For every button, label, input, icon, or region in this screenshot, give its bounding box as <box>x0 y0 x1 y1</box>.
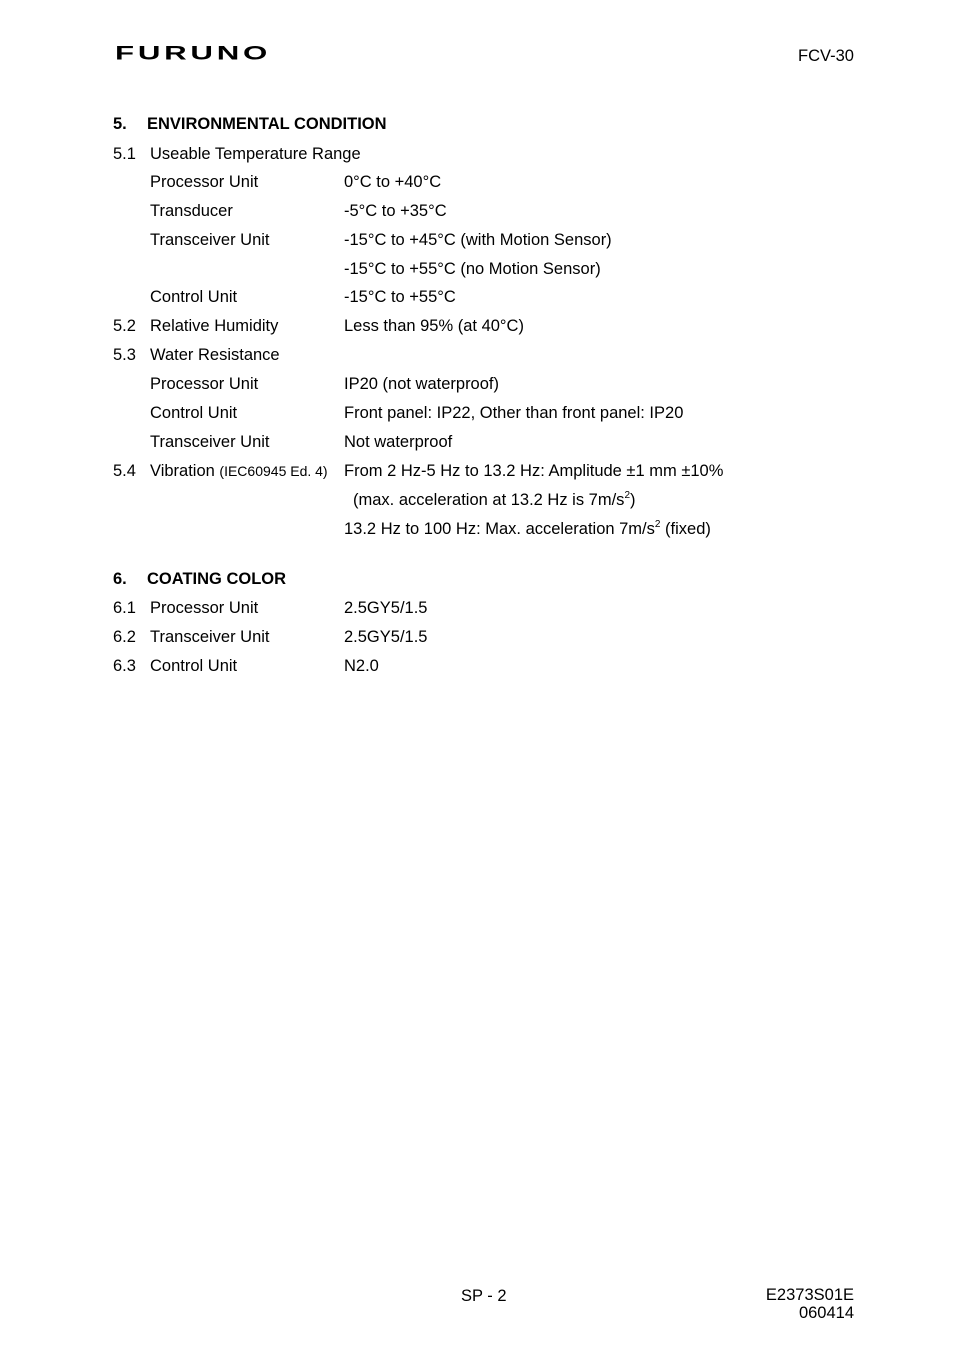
temp-value: -5°C to +35°C <box>344 202 447 220</box>
section-5-title: ENVIRONMENTAL CONDITION <box>147 115 387 133</box>
subsection-5-4-title <box>150 461 328 481</box>
vibration-line-2-superscript: 2 <box>624 490 630 501</box>
coating-value: N2.0 <box>344 657 379 675</box>
subsection-5-3-number: 5.3 <box>113 346 136 364</box>
humidity-value: Less than 95% (at 40°C) <box>344 317 524 335</box>
section-5-number: 5. <box>113 115 127 133</box>
document-code <box>766 1286 854 1322</box>
subsection-5-1-number: 5.1 <box>113 145 136 163</box>
subsection-5-1-title: Useable Temperature Range <box>150 145 361 163</box>
coating-value: 2.5GY5/1.5 <box>344 599 428 617</box>
section-6-number: 6. <box>113 570 127 588</box>
subsection-5-2-title: Relative Humidity <box>150 317 279 335</box>
water-label: Transceiver Unit <box>150 433 270 451</box>
vibration-line-3-end: (fixed) <box>660 520 711 538</box>
vibration-line-1: From 2 Hz-5 Hz to 13.2 Hz: Amplitude ±1 mm ±10% <box>344 462 724 480</box>
water-label: Processor Unit <box>150 375 259 393</box>
page-number: SP - 2 <box>461 1287 507 1305</box>
temp-label: Transducer <box>150 202 233 220</box>
temp-label: Control Unit <box>150 288 238 306</box>
vibration-line-2 <box>353 490 636 510</box>
vibration-standard: (IEC60945 Ed. 4) <box>219 463 328 479</box>
subsection-5-4-number: 5.4 <box>113 462 136 480</box>
temp-label: Transceiver Unit <box>150 231 270 249</box>
coating-label: Control Unit <box>150 657 238 675</box>
vibration-line-3-superscript: 2 <box>654 519 661 530</box>
water-label: Control Unit <box>150 404 238 422</box>
subsection-5-3-title: Water Resistance <box>150 346 280 364</box>
section-6-title: COATING COLOR <box>147 570 287 588</box>
vibration-line-2-text: (max. acceleration at 13.2 Hz is 7m/s <box>353 491 625 509</box>
temp-value: -15°C to +45°C (with Motion Sensor) <box>344 231 612 249</box>
temp-value: -15°C to +55°C <box>344 288 456 306</box>
temp-value: 0°C to +40°C <box>344 173 442 191</box>
doc-code: E2373S01E <box>765 1286 854 1304</box>
coating-label: Transceiver Unit <box>150 628 270 646</box>
water-value: IP20 (not waterproof) <box>344 375 499 393</box>
vibration-line-2-end: ) <box>630 491 636 509</box>
date-code: 060414 <box>798 1304 854 1322</box>
coating-label: Processor Unit <box>150 599 259 617</box>
furuno-logo <box>115 40 327 69</box>
coating-number: 6.3 <box>113 657 136 675</box>
coating-value: 2.5GY5/1.5 <box>344 628 428 646</box>
temp-value: -15°C to +55°C (no Motion Sensor) <box>344 260 601 278</box>
temp-label: Processor Unit <box>150 173 259 191</box>
water-value: Front panel: IP22, Other than front panel: IP20 <box>344 404 684 422</box>
svg-text:FURUNO: FURUNO <box>115 41 272 64</box>
vibration-line-3 <box>344 519 711 539</box>
subsection-5-2-number: 5.2 <box>113 317 136 335</box>
coating-number: 6.1 <box>113 599 136 617</box>
water-value: Not waterproof <box>344 433 453 451</box>
logo-graphic <box>115 40 327 64</box>
model-number: FCV-30 <box>798 47 854 65</box>
vibration-line-3-text: 13.2 Hz to 100 Hz: Max. acceleration 7m/s <box>344 520 655 538</box>
coating-number: 6.2 <box>113 628 136 646</box>
vibration-title: Vibration <box>150 462 215 480</box>
